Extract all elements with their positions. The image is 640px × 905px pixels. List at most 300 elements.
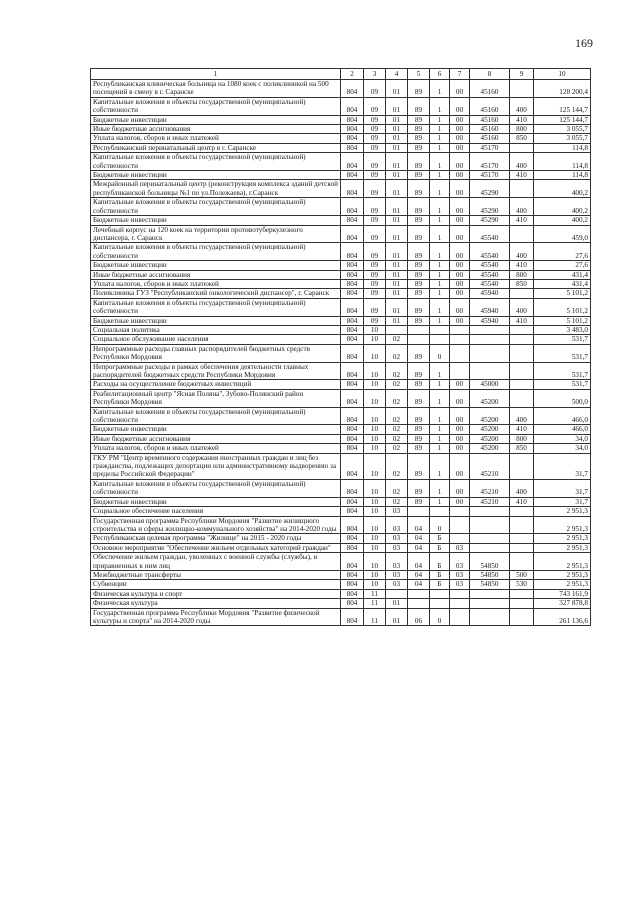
code-subsection: 03	[386, 570, 408, 579]
code-expense-type	[510, 362, 534, 380]
code-direction: 45200	[470, 407, 510, 425]
row-amount: 5 101,2	[534, 298, 591, 316]
table-row	[91, 497, 591, 506]
code-expense-type: 410	[510, 171, 534, 180]
code-ministry: 804	[341, 335, 364, 344]
code-event: 00	[450, 80, 470, 98]
code-section: 10	[364, 543, 386, 552]
row-name: Уплата налогов, сборов и иных платежей	[91, 279, 341, 288]
code-subprogram: 1	[430, 362, 450, 380]
code-direction: 45540	[470, 225, 510, 243]
code-ministry: 804	[341, 516, 364, 534]
table-row	[91, 453, 591, 479]
row-amount: 3 055,7	[534, 125, 591, 134]
row-name: Уплата налогов, сборов и иных платежей	[91, 444, 341, 453]
code-expense-type	[510, 599, 534, 608]
row-name: Реабилитационный центр "Ясная Поляна", Зубово-Полянский район Республики Мордовия	[91, 389, 341, 407]
code-direction	[470, 608, 510, 626]
code-ministry: 804	[341, 279, 364, 288]
code-direction	[470, 344, 510, 362]
code-subprogram: 1	[430, 453, 450, 479]
code-section: 10	[364, 453, 386, 479]
code-program: 04	[408, 553, 430, 571]
code-event: 00	[450, 243, 470, 261]
code-event: 00	[450, 497, 470, 506]
code-section: 10	[364, 580, 386, 589]
code-program: 89	[408, 434, 430, 443]
code-expense-type: 400	[510, 97, 534, 115]
code-subsection: 03	[386, 507, 408, 516]
table-row	[91, 608, 591, 626]
code-subprogram: 1	[430, 270, 450, 279]
row-amount: 466,0	[534, 407, 591, 425]
code-subsection: 03	[386, 534, 408, 543]
code-program: 89	[408, 225, 430, 243]
code-subsection: 01	[386, 97, 408, 115]
row-name: Республиканская клиническая больница на 1080 коек с поликлиникой на 500 посещений в смену в г. Саранске	[91, 80, 341, 98]
code-event: 03	[450, 543, 470, 552]
code-event: 03	[450, 553, 470, 571]
table-row	[91, 516, 591, 534]
code-direction	[470, 534, 510, 543]
code-event: 00	[450, 261, 470, 270]
code-expense-type: 800	[510, 270, 534, 279]
code-direction: 45540	[470, 279, 510, 288]
row-name: Расходы на осуществление бюджетных инвестиций	[91, 380, 341, 389]
table-row	[91, 298, 591, 316]
row-name: Капитальные вложения в объекты государственной (муниципальной) собственности	[91, 243, 341, 261]
code-expense-type	[510, 534, 534, 543]
code-subsection: 02	[386, 344, 408, 362]
code-event: 00	[450, 316, 470, 325]
code-subsection: 02	[386, 335, 408, 344]
row-name: Капитальные вложения в объекты государственной (муниципальной) собственности	[91, 407, 341, 425]
code-program: 04	[408, 543, 430, 552]
table-row	[91, 143, 591, 152]
row-amount: 27,6	[534, 261, 591, 270]
code-expense-type: 850	[510, 134, 534, 143]
column-header: 3	[364, 69, 386, 80]
row-name: Республиканский перинатальный центр в г. Саранске	[91, 143, 341, 152]
row-name: Лечебный корпус на 120 коек на территории противотуберкулезного диспансера, г. Саранск	[91, 225, 341, 243]
code-program: 89	[408, 171, 430, 180]
code-subprogram: 1	[430, 407, 450, 425]
code-direction: 45210	[470, 497, 510, 506]
code-subprogram: 1	[430, 380, 450, 389]
code-program: 04	[408, 516, 430, 534]
table-row	[91, 543, 591, 552]
code-ministry: 804	[341, 298, 364, 316]
code-expense-type: 850	[510, 279, 534, 288]
code-direction: 45290	[470, 180, 510, 198]
code-event: 00	[450, 425, 470, 434]
code-subprogram: Б	[430, 580, 450, 589]
table-row	[91, 289, 591, 298]
code-expense-type: 500	[510, 570, 534, 579]
code-section: 09	[364, 216, 386, 225]
code-subprogram: Б	[430, 570, 450, 579]
column-header: 7	[450, 69, 470, 80]
code-section: 09	[364, 225, 386, 243]
code-subprogram: 0	[430, 516, 450, 534]
row-name: Межрайонный перинатальный центр (реконструкция комплекса зданий детской республиканской больницы №1 по ул.Полежаева), г.Саранск	[91, 180, 341, 198]
code-subsection: 01	[386, 316, 408, 325]
code-direction: 45290	[470, 216, 510, 225]
code-ministry: 804	[341, 507, 364, 516]
code-event: 00	[450, 434, 470, 443]
code-direction: 45170	[470, 153, 510, 171]
code-section: 11	[364, 608, 386, 626]
code-expense-type: 530	[510, 580, 534, 589]
table-row	[91, 434, 591, 443]
code-subsection: 01	[386, 225, 408, 243]
code-subsection: 03	[386, 553, 408, 571]
code-expense-type: 400	[510, 243, 534, 261]
code-expense-type	[510, 543, 534, 552]
code-ministry: 804	[341, 125, 364, 134]
code-direction	[470, 589, 510, 598]
code-direction	[470, 325, 510, 334]
row-name: Иные бюджетные ассигнования	[91, 270, 341, 279]
code-subsection: 01	[386, 198, 408, 216]
code-subprogram: 1	[430, 389, 450, 407]
code-event: 00	[450, 479, 470, 497]
code-program: 89	[408, 407, 430, 425]
code-section: 10	[364, 434, 386, 443]
code-section: 10	[364, 344, 386, 362]
code-event: 00	[450, 270, 470, 279]
code-section: 10	[364, 479, 386, 497]
code-subsection	[386, 325, 408, 334]
code-section: 11	[364, 589, 386, 598]
code-subsection: 03	[386, 580, 408, 589]
code-expense-type	[510, 389, 534, 407]
row-amount: 2 951,3	[534, 516, 591, 534]
row-amount: 27,6	[534, 243, 591, 261]
code-program: 89	[408, 279, 430, 288]
table-row	[91, 279, 591, 288]
code-program: 89	[408, 425, 430, 434]
code-ministry: 804	[341, 543, 364, 552]
table-row	[91, 97, 591, 115]
code-program: 89	[408, 497, 430, 506]
table-row	[91, 335, 591, 344]
code-subprogram: 1	[430, 425, 450, 434]
code-ministry: 804	[341, 444, 364, 453]
code-section: 09	[364, 125, 386, 134]
code-ministry: 804	[341, 497, 364, 506]
row-name: Государственная программа Республики Мордовия "Развитие жилищного строительства и сферы жилищно-коммунального хозяйства" на 2014-2020 годы	[91, 516, 341, 534]
code-direction: 45160	[470, 115, 510, 124]
table-row	[91, 225, 591, 243]
code-subsection: 02	[386, 434, 408, 443]
row-name: Обеспечение жильем граждан, уволенных с военной службы (службы), и приравненных к ним лиц	[91, 553, 341, 571]
code-event: 00	[450, 171, 470, 180]
code-subprogram: 1	[430, 97, 450, 115]
row-amount: 5 101,2	[534, 289, 591, 298]
table-row	[91, 599, 591, 608]
row-amount: 34,0	[534, 434, 591, 443]
column-header: 9	[510, 69, 534, 80]
code-section: 09	[364, 316, 386, 325]
row-amount: 5 101,2	[534, 316, 591, 325]
code-section: 10	[364, 553, 386, 571]
code-subsection: 02	[386, 389, 408, 407]
code-direction: 54850	[470, 553, 510, 571]
column-header: 4	[386, 69, 408, 80]
code-program	[408, 507, 430, 516]
code-ministry: 804	[341, 434, 364, 443]
code-subprogram: 1	[430, 298, 450, 316]
code-subprogram	[430, 325, 450, 334]
table-row	[91, 507, 591, 516]
row-name: Иные бюджетные ассигнования	[91, 434, 341, 443]
code-subsection: 03	[386, 516, 408, 534]
code-ministry: 804	[341, 325, 364, 334]
code-event	[450, 507, 470, 516]
code-section: 09	[364, 97, 386, 115]
code-direction	[470, 507, 510, 516]
code-direction: 45160	[470, 125, 510, 134]
code-direction: 45200	[470, 434, 510, 443]
code-subsection: 01	[386, 289, 408, 298]
code-direction: 45210	[470, 453, 510, 479]
row-name: Непрограммные расходы в рамках обеспечения деятельности главных распорядителей бюджетных средств Республики Мордовия	[91, 362, 341, 380]
row-amount: 743 161,9	[534, 589, 591, 598]
row-name: Иные бюджетные ассигнования	[91, 125, 341, 134]
code-section: 10	[364, 325, 386, 334]
code-expense-type	[510, 507, 534, 516]
code-expense-type	[510, 453, 534, 479]
row-name: Социальная политика	[91, 325, 341, 334]
code-event: 00	[450, 444, 470, 453]
code-event: 00	[450, 180, 470, 198]
code-ministry: 804	[341, 134, 364, 143]
code-subprogram: 1	[430, 134, 450, 143]
code-section: 09	[364, 198, 386, 216]
code-direction: 45160	[470, 80, 510, 98]
code-event: 00	[450, 115, 470, 124]
code-section: 10	[364, 497, 386, 506]
code-expense-type	[510, 589, 534, 598]
row-amount: 114,8	[534, 171, 591, 180]
table-row	[91, 216, 591, 225]
code-subprogram: 1	[430, 171, 450, 180]
row-amount: 400,2	[534, 198, 591, 216]
code-ministry: 804	[341, 243, 364, 261]
code-event	[450, 362, 470, 380]
code-ministry: 804	[341, 270, 364, 279]
table-row	[91, 479, 591, 497]
code-subprogram: 1	[430, 261, 450, 270]
table-row	[91, 180, 591, 198]
code-expense-type: 800	[510, 125, 534, 134]
row-amount: 125 144,7	[534, 115, 591, 124]
row-name: Физическая культура	[91, 599, 341, 608]
row-amount: 114,8	[534, 143, 591, 152]
code-subprogram: 1	[430, 216, 450, 225]
table-row	[91, 362, 591, 380]
row-amount: 466,0	[534, 425, 591, 434]
code-direction: 45940	[470, 298, 510, 316]
code-direction: 45210	[470, 479, 510, 497]
code-program: 04	[408, 570, 430, 579]
row-name: Капитальные вложения в объекты государственной (муниципальной) собственности	[91, 97, 341, 115]
code-program	[408, 335, 430, 344]
code-subsection: 02	[386, 407, 408, 425]
row-amount: 431,4	[534, 279, 591, 288]
code-subsection: 01	[386, 298, 408, 316]
code-program: 06	[408, 608, 430, 626]
row-amount: 531,7	[534, 344, 591, 362]
code-subsection: 01	[386, 599, 408, 608]
code-subprogram: 1	[430, 444, 450, 453]
code-expense-type	[510, 289, 534, 298]
row-amount: 31,7	[534, 453, 591, 479]
code-subsection: 01	[386, 261, 408, 270]
code-event	[450, 599, 470, 608]
code-direction	[470, 599, 510, 608]
code-ministry: 804	[341, 180, 364, 198]
code-subprogram: 1	[430, 316, 450, 325]
row-name: Социальное обеспечение населения	[91, 507, 341, 516]
code-event: 00	[450, 153, 470, 171]
code-section: 09	[364, 180, 386, 198]
code-program	[408, 599, 430, 608]
code-subsection: 01	[386, 216, 408, 225]
table-row	[91, 407, 591, 425]
code-ministry: 804	[341, 407, 364, 425]
table-row	[91, 134, 591, 143]
code-expense-type	[510, 553, 534, 571]
code-subprogram	[430, 589, 450, 598]
code-subprogram: 1	[430, 434, 450, 443]
code-program: 89	[408, 180, 430, 198]
row-amount: 400,2	[534, 180, 591, 198]
code-direction	[470, 516, 510, 534]
page-number: 169	[575, 36, 593, 50]
code-subprogram: 1	[430, 198, 450, 216]
table-row	[91, 344, 591, 362]
row-amount: 114,8	[534, 153, 591, 171]
row-amount: 531,7	[534, 362, 591, 380]
code-event: 00	[450, 216, 470, 225]
row-name: Бюджетные инвестиции	[91, 216, 341, 225]
code-program	[408, 589, 430, 598]
row-name: Капитальные вложения в объекты государственной (муниципальной) собственности	[91, 153, 341, 171]
code-subprogram: Б	[430, 534, 450, 543]
row-name: Государственная программа Республики Мордовия "Развитие физической культуры и спорта" на 2014-2020 годы	[91, 608, 341, 626]
code-event	[450, 516, 470, 534]
code-event: 00	[450, 143, 470, 152]
code-expense-type: 400	[510, 407, 534, 425]
code-subprogram: 1	[430, 225, 450, 243]
row-amount: 31,7	[534, 497, 591, 506]
code-program: 89	[408, 444, 430, 453]
row-name: Бюджетные инвестиции	[91, 261, 341, 270]
row-name: Бюджетные инвестиции	[91, 497, 341, 506]
code-section: 09	[364, 115, 386, 124]
code-direction: 45200	[470, 444, 510, 453]
code-direction	[470, 543, 510, 552]
code-expense-type: 410	[510, 497, 534, 506]
code-subprogram: 1	[430, 125, 450, 134]
code-section: 10	[364, 380, 386, 389]
code-subsection: 02	[386, 444, 408, 453]
code-event: 00	[450, 289, 470, 298]
table-row	[91, 80, 591, 98]
code-subsection: 01	[386, 171, 408, 180]
code-section: 09	[364, 261, 386, 270]
table-row	[91, 115, 591, 124]
code-subsection: 01	[386, 134, 408, 143]
row-name: Субвенции	[91, 580, 341, 589]
code-ministry: 804	[341, 570, 364, 579]
code-direction: 45160	[470, 134, 510, 143]
row-name: Бюджетные инвестиции	[91, 171, 341, 180]
row-amount: 2 951,3	[534, 543, 591, 552]
code-section: 10	[364, 570, 386, 579]
table-row	[91, 380, 591, 389]
code-program: 89	[408, 289, 430, 298]
code-ministry: 804	[341, 389, 364, 407]
code-section: 10	[364, 425, 386, 434]
code-direction: 45540	[470, 261, 510, 270]
code-expense-type: 410	[510, 261, 534, 270]
table-row	[91, 389, 591, 407]
code-program: 89	[408, 80, 430, 98]
code-ministry: 804	[341, 589, 364, 598]
row-name: Непрограммные расходы главных распорядителей бюджетных средств Республики Мордовия	[91, 344, 341, 362]
code-program: 89	[408, 125, 430, 134]
row-name: Бюджетные инвестиции	[91, 316, 341, 325]
code-ministry: 804	[341, 608, 364, 626]
column-header: 2	[341, 69, 364, 80]
column-header: 5	[408, 69, 430, 80]
code-expense-type: 410	[510, 115, 534, 124]
table-row	[91, 444, 591, 453]
row-amount: 2 951,3	[534, 580, 591, 589]
code-event: 00	[450, 298, 470, 316]
code-event: 03	[450, 580, 470, 589]
code-ministry: 804	[341, 380, 364, 389]
code-ministry: 804	[341, 143, 364, 152]
code-expense-type	[510, 180, 534, 198]
code-event: 00	[450, 125, 470, 134]
code-subprogram: 1	[430, 479, 450, 497]
code-section: 09	[364, 143, 386, 152]
table-row	[91, 425, 591, 434]
code-program: 89	[408, 134, 430, 143]
code-subprogram: 1	[430, 279, 450, 288]
row-amount: 2 951,3	[534, 570, 591, 579]
code-ministry: 804	[341, 216, 364, 225]
table-row	[91, 261, 591, 270]
row-amount: 261 136,6	[534, 608, 591, 626]
code-subprogram: 1	[430, 80, 450, 98]
code-program: 89	[408, 380, 430, 389]
code-ministry: 804	[341, 80, 364, 98]
code-event: 00	[450, 380, 470, 389]
code-program: 89	[408, 298, 430, 316]
code-ministry: 804	[341, 153, 364, 171]
code-ministry: 804	[341, 453, 364, 479]
code-ministry: 804	[341, 553, 364, 571]
code-event	[450, 344, 470, 362]
code-program: 89	[408, 153, 430, 171]
code-direction: 45170	[470, 143, 510, 152]
code-ministry: 804	[341, 171, 364, 180]
